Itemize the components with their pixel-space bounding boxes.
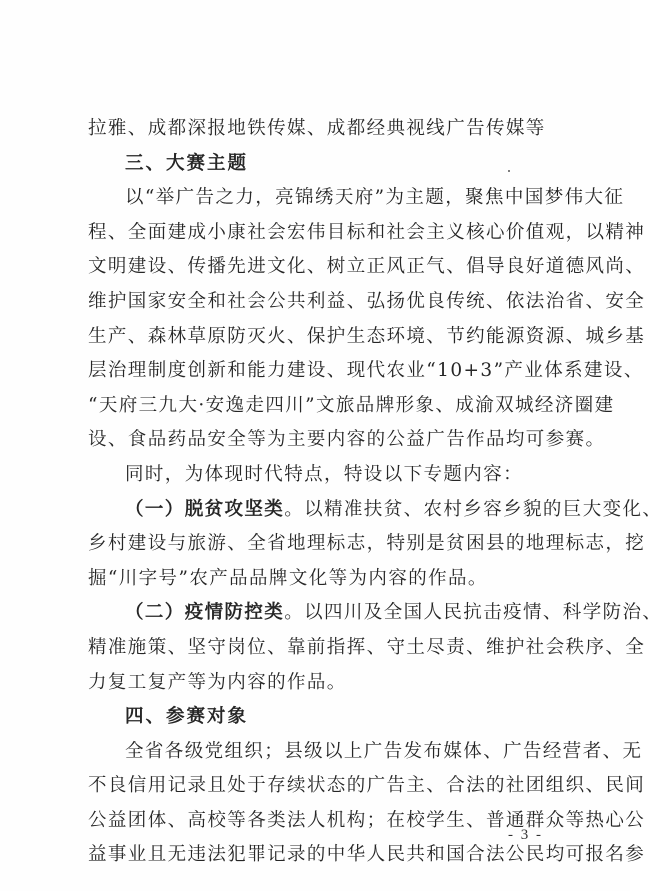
body-line: “天府三九大·安逸走四川”文旅品牌形象、成渝双城经济圈建 bbox=[88, 394, 615, 416]
body-line: 掘“川字号”农产品品牌文化等为内容的作品。 bbox=[88, 567, 488, 589]
subsection-line bbox=[88, 596, 662, 631]
body-line: 全省各级党组织；县级以上广告发布媒体、广告经营者、无 bbox=[125, 740, 643, 762]
body-line: 不良信用记录且处于存续状态的广告主、合法的社团组织、民间 bbox=[88, 775, 646, 797]
body-line: 精准施策、坚守岗位、靠前指挥、守土尽责、维护社会秩序、全 bbox=[88, 636, 646, 658]
section-heading-theme: 三、大赛主题 bbox=[125, 152, 249, 174]
body-line: 乡村建设与旅游、全省地理标志，特别是贫困县的地理标志，挖 bbox=[88, 533, 646, 555]
body-line: 同时，为体现时代特点，特设以下专题内容： bbox=[125, 463, 524, 485]
body-line: 层治理制度创新和能力建设、现代农业“10+3”产业体系建设、 bbox=[88, 360, 644, 382]
body-line: 生产、森林草原防灭火、保护生态环境、节约能源资源、城乡基 bbox=[88, 325, 646, 347]
subsection-heading-epidemic: （二）疫情防控类 bbox=[125, 602, 285, 624]
subsection-heading-poverty: （一）脱贫攻坚类 bbox=[125, 498, 285, 520]
body-line: 益事业且无违法犯罪记录的中华人民共和国合法公民均可报名参 bbox=[88, 844, 646, 866]
body-line: 公益团体、高校等各类法人机构；在校学生、普通群众等热心公 bbox=[88, 809, 646, 831]
body-line: 文明建设、传播先进文化、树立正风正气、倡导良好道德风尚、 bbox=[88, 256, 646, 278]
subsection-line bbox=[88, 493, 662, 528]
body-line: 以“举广告之力，亮锦绣天府”为主题，聚焦中国梦伟大征 bbox=[125, 187, 625, 209]
page-number: - 3 - bbox=[508, 827, 543, 843]
subsection-text: 。以四川及全国人民抗击疫情、科学防治、 bbox=[284, 602, 662, 624]
body-line: 拉雅、成都深报地铁传媒、成都经典视线广告传媒等 bbox=[88, 118, 546, 139]
body-line: 维护国家安全和社会公共利益、弘扬优良传统、依法治省、安全 bbox=[88, 290, 646, 312]
body-line: 程、全面建成小康社会宏伟目标和社会主义核心价值观，以精神 bbox=[88, 221, 646, 243]
body-line: 设、食品药品安全等为主要内容的公益广告作品均可参赛。 bbox=[88, 429, 606, 451]
subsection-text: 。以精准扶贫、农村乡容乡貌的巨大变化、 bbox=[284, 498, 662, 520]
document-body bbox=[88, 112, 662, 873]
section-heading-participants: 四、参赛对象 bbox=[125, 706, 249, 728]
body-line: 力复工复产等为内容的作品。 bbox=[88, 671, 347, 693]
